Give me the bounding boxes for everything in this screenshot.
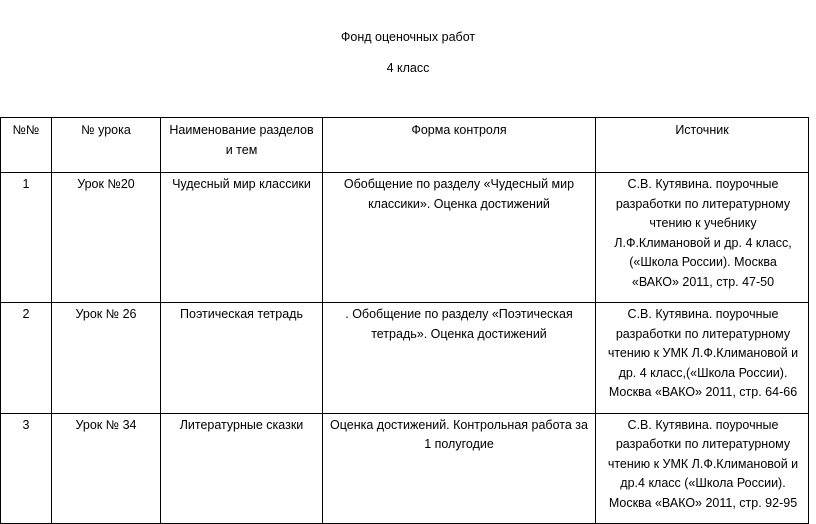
cell-lesson: Урок №20 xyxy=(52,173,161,303)
table-edge-filler xyxy=(809,413,816,524)
table-row xyxy=(1,303,816,414)
cell-source: С.В. Кутявина. поурочные разработки по литературному чтению к УМК Л.Ф.Климановой и др.4 класс («Школа России). Москва «ВАКО» 2011, стр. 92-95 xyxy=(596,413,809,524)
cell-control-form: Оценка достижений. Контрольная работа за 1 полугодие xyxy=(323,413,596,524)
assessment-table xyxy=(0,117,816,524)
cell-number: 1 xyxy=(1,173,52,303)
cell-control-form: Обобщение по разделу «Чудесный мир классики». Оценка достижений xyxy=(323,173,596,303)
cell-section: Поэтическая тетрадь xyxy=(161,303,323,414)
cell-lesson: Урок № 26 xyxy=(52,303,161,414)
cell-section: Литературные сказки xyxy=(161,413,323,524)
table-edge-filler xyxy=(809,118,816,173)
table-row xyxy=(1,413,816,524)
cell-lesson: Урок № 34 xyxy=(52,413,161,524)
table-header-row xyxy=(1,118,816,173)
grade-label: 4 класс xyxy=(0,61,816,75)
column-header-control-form: Форма контроля xyxy=(323,118,596,173)
cell-source: С.В. Кутявина. поурочные разработки по литературному чтению к УМК Л.Ф.Климановой и др. 4 класс,(«Школа России). Москва «ВАКО» 2011, стр. 64-66 xyxy=(596,303,809,414)
column-header-number: №№ xyxy=(1,118,52,173)
document-title: Фонд оценочных работ xyxy=(0,30,816,44)
cell-control-form: . Обобщение по разделу «Поэтическая тетрадь». Оценка достижений xyxy=(323,303,596,414)
cell-section: Чудесный мир классики xyxy=(161,173,323,303)
cell-number: 2 xyxy=(1,303,52,414)
table-edge-filler xyxy=(809,173,816,303)
table-edge-filler xyxy=(809,303,816,414)
column-header-source: Источник xyxy=(596,118,809,173)
column-header-section: Наименование разделов и тем xyxy=(161,118,323,173)
table-row xyxy=(1,173,816,303)
cell-source: С.В. Кутявина. поурочные разработки по литературному чтению к учебнику Л.Ф.Климановой и др. 4 класс, («Школа России). Москва «ВАКО» 2011, стр. 47-50 xyxy=(596,173,809,303)
column-header-lesson: № урока xyxy=(52,118,161,173)
cell-number: 3 xyxy=(1,413,52,524)
